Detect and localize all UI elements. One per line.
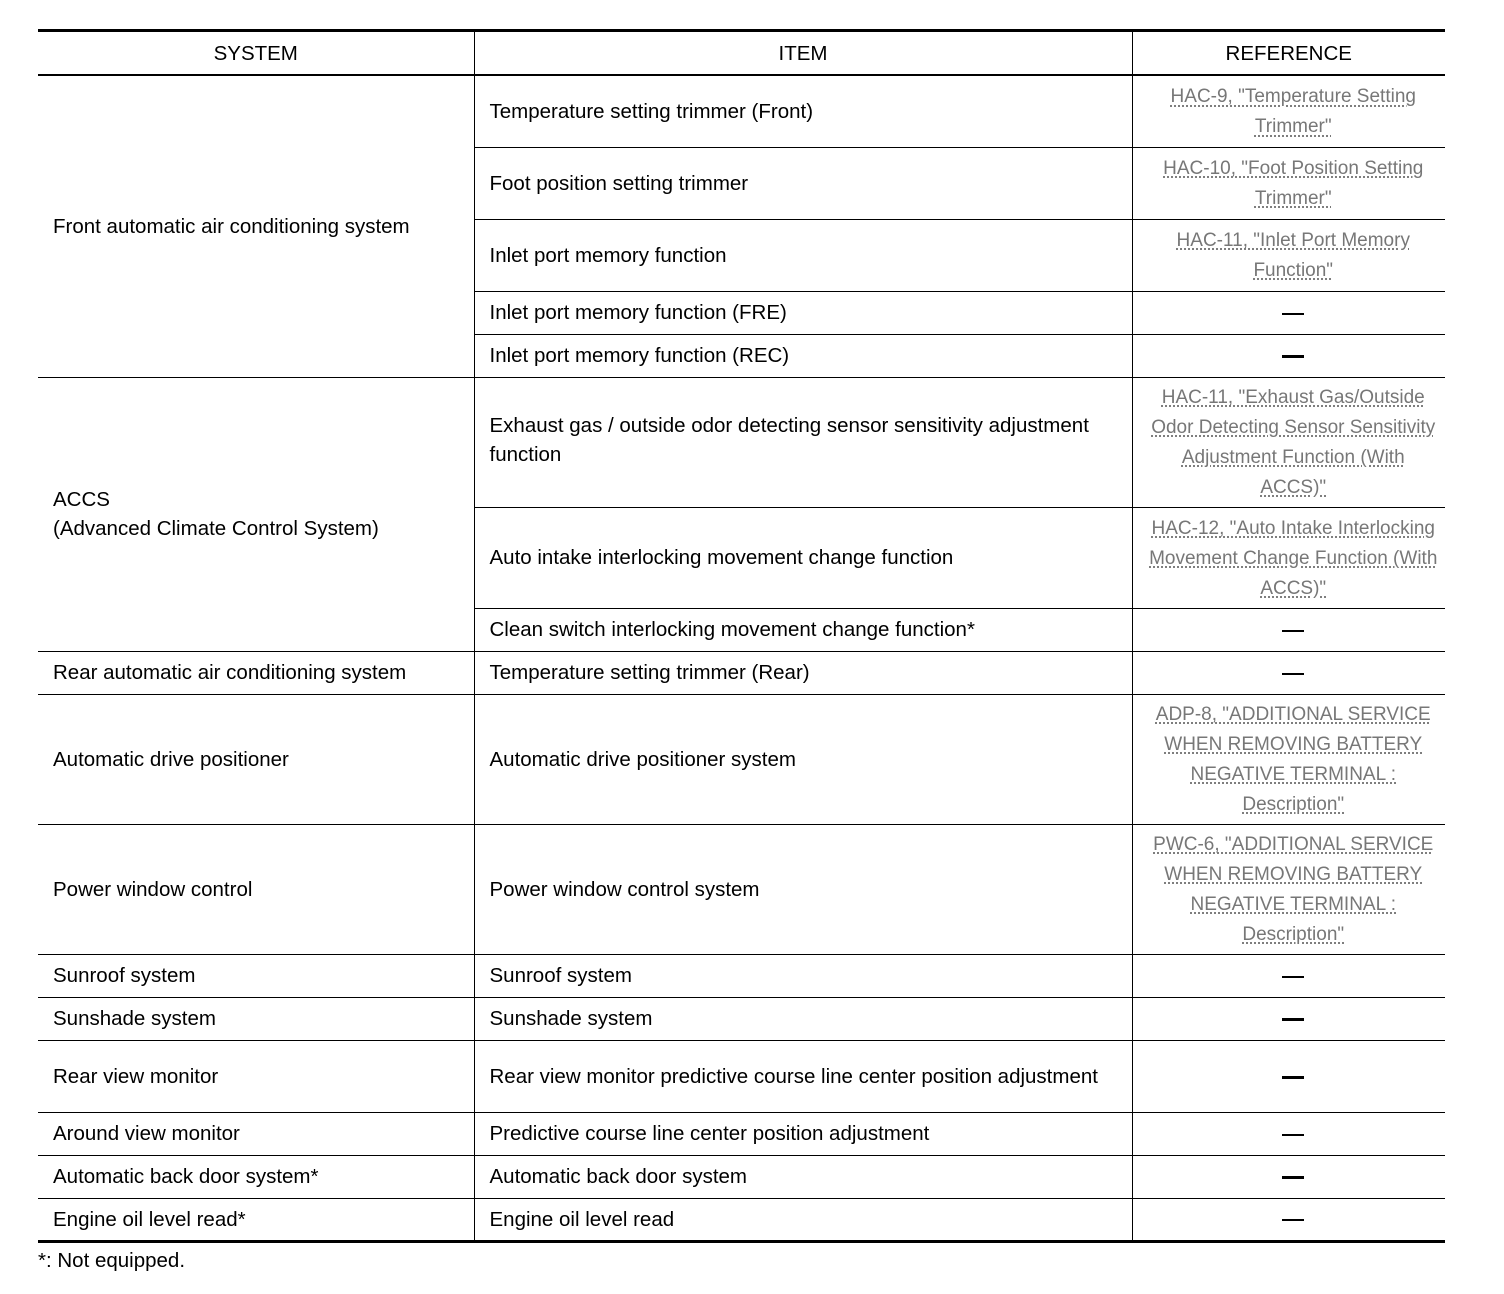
table-row [38, 377, 1445, 507]
not-applicable-dash [1282, 976, 1304, 978]
item-cell: Engine oil level read [474, 1198, 1132, 1241]
item-cell: Temperature setting trimmer (Front) [474, 75, 1132, 147]
reference-cell [1132, 608, 1445, 651]
system-line: ACCS [53, 488, 110, 511]
table-row [38, 824, 1445, 954]
table-row [38, 1155, 1445, 1198]
item-cell: Automatic back door system [474, 1155, 1132, 1198]
not-applicable-dash [1282, 1219, 1304, 1221]
item-cell: Inlet port memory function [474, 219, 1132, 291]
system-cell: Sunshade system [38, 997, 474, 1040]
item-cell: Auto intake interlocking movement change function [474, 507, 1132, 608]
item-cell: Power window control system [474, 824, 1132, 954]
reference-cell [1132, 377, 1445, 507]
item-cell: Automatic drive positioner system [474, 694, 1132, 824]
table-header-row [38, 31, 1445, 76]
reference-cell [1132, 507, 1445, 608]
reference-cell [1132, 1112, 1445, 1155]
table-row [38, 651, 1445, 694]
item-cell: Foot position setting trimmer [474, 147, 1132, 219]
system-cell: Around view monitor [38, 1112, 474, 1155]
footnote: *: Not equipped. [38, 1249, 186, 1272]
reference-cell [1132, 694, 1445, 824]
table-row [38, 954, 1445, 997]
not-applicable-dash [1282, 313, 1304, 315]
not-applicable-dash [1282, 673, 1304, 675]
not-applicable-dash [1282, 630, 1304, 632]
system-cell: Engine oil level read* [38, 1198, 474, 1241]
reference-cell [1132, 1040, 1445, 1112]
header-reference: REFERENCE [1132, 31, 1445, 76]
item-cell: Inlet port memory function (REC) [474, 334, 1132, 377]
item-cell: Predictive course line center position adjustment [474, 1112, 1132, 1155]
item-cell: Sunroof system [474, 954, 1132, 997]
system-cell: Rear view monitor [38, 1040, 474, 1112]
reference-cell [1132, 219, 1445, 291]
table-row [38, 1040, 1445, 1112]
not-applicable-dash [1282, 1076, 1304, 1079]
system-cell: Rear automatic air conditioning system [38, 651, 474, 694]
reference-cell [1132, 75, 1445, 147]
table-row [38, 694, 1445, 824]
system-cell: Automatic drive positioner [38, 694, 474, 824]
table-row [38, 1198, 1445, 1241]
reference-cell [1132, 997, 1445, 1040]
not-applicable-dash [1282, 1134, 1304, 1136]
item-cell: Clean switch interlocking movement change function* [474, 608, 1132, 651]
system-cell: Power window control [38, 824, 474, 954]
reference-link[interactable]: HAC-12, "Auto Intake Interlocking Movement Change Function (With ACCS)" [1149, 517, 1438, 599]
system-cell [38, 377, 474, 651]
reference-cell [1132, 1198, 1445, 1241]
reference-table [38, 29, 1445, 1243]
reference-cell [1132, 334, 1445, 377]
reference-cell [1132, 954, 1445, 997]
table-row [38, 997, 1445, 1040]
not-applicable-dash [1282, 355, 1304, 358]
reference-cell [1132, 651, 1445, 694]
item-cell: Inlet port memory function (FRE) [474, 291, 1132, 334]
header-system: SYSTEM [38, 31, 474, 76]
system-cell: Sunroof system [38, 954, 474, 997]
table-row [38, 1112, 1445, 1155]
reference-link[interactable]: HAC-9, "Temperature Setting Trimmer" [1170, 86, 1416, 138]
reference-cell [1132, 824, 1445, 954]
not-applicable-dash [1282, 1176, 1304, 1179]
system-line: (Advanced Climate Control System) [53, 517, 379, 540]
reference-link[interactable]: ADP-8, "ADDITIONAL SERVICE WHEN REMOVING BATTERY NEGATIVE TERMINAL : Description" [1155, 704, 1431, 815]
reference-link[interactable]: HAC-11, "Exhaust Gas/Outside Odor Detecting Sensor Sensitivity Adjustment Function (With ACCS)" [1151, 387, 1436, 498]
system-cell: Automatic back door system* [38, 1155, 474, 1198]
reference-cell [1132, 1155, 1445, 1198]
reference-link[interactable]: HAC-10, "Foot Position Setting Trimmer" [1163, 158, 1424, 209]
system-cell: Front automatic air conditioning system [38, 75, 474, 377]
reference-link[interactable]: HAC-11, "Inlet Port Memory Function" [1176, 230, 1410, 281]
item-cell: Exhaust gas / outside odor detecting sensor sensitivity adjustment function [474, 377, 1132, 507]
item-cell: Rear view monitor predictive course line center position adjustment [474, 1040, 1132, 1112]
item-cell: Temperature setting trimmer (Rear) [474, 651, 1132, 694]
item-cell: Sunshade system [474, 997, 1132, 1040]
not-applicable-dash [1282, 1018, 1304, 1021]
table-row [38, 75, 1445, 147]
reference-cell [1132, 291, 1445, 334]
reference-link[interactable]: PWC-6, "ADDITIONAL SERVICE WHEN REMOVING BATTERY NEGATIVE TERMINAL : Description" [1153, 834, 1434, 945]
header-item: ITEM [474, 31, 1132, 76]
reference-cell [1132, 147, 1445, 219]
